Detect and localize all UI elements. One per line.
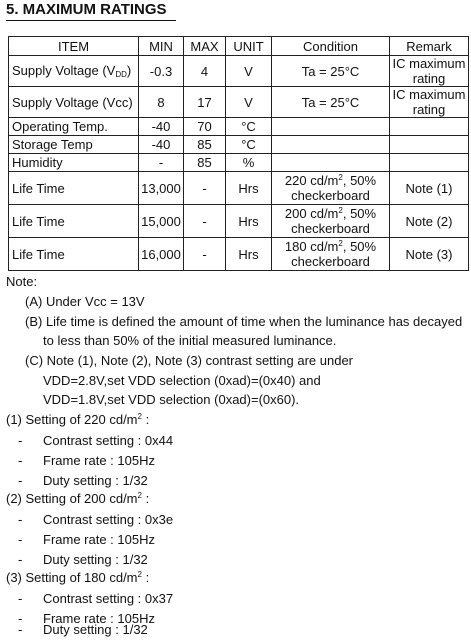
setting-heading-2: (2) Setting of 200 $cd/m^2$ :: [6, 491, 150, 506]
list-dash: -: [18, 552, 23, 567]
max-cell: -: [184, 238, 226, 271]
header-unit: UNIT: [226, 37, 272, 56]
condition-cell: [272, 154, 390, 172]
unit-cell: V: [226, 56, 272, 87]
max-cell: 70: [184, 118, 226, 136]
setting-heading-1: (1) Setting of 220 $cd/m^2$ :: [6, 412, 150, 427]
note-b-line1: (B) Life time is defined the amount of time when the luminance has decayed: [25, 314, 463, 329]
condition-cell: Ta = 25°C: [272, 56, 390, 87]
table-row: [9, 205, 469, 238]
min-cell: 13,000: [139, 172, 184, 205]
min-cell: 15,000: [139, 205, 184, 238]
remark-cell: [390, 154, 469, 172]
table-row: [9, 56, 469, 87]
max-cell: 85: [184, 154, 226, 172]
list-dash: -: [18, 433, 23, 448]
note-c-line2: VDD=2.8V,set VDD selection (0xad)=(0x40) and: [43, 373, 321, 388]
max-cell: 17: [184, 87, 226, 118]
note-heading: Note:: [6, 274, 38, 289]
maximum-ratings-table: [8, 36, 469, 271]
min-cell: -40: [139, 136, 184, 154]
item-cell: Supply Voltage $(V_{DD})$: [9, 56, 139, 87]
table-row: [9, 172, 469, 205]
unit-cell: V: [226, 87, 272, 118]
table-header-row: [9, 37, 469, 56]
setting-item: Contrast setting : 0x37: [43, 591, 174, 606]
setting-item: Frame rate : 105Hz: [43, 611, 155, 626]
condition-cell: Ta = 25°C: [272, 87, 390, 118]
condition-cell: [272, 118, 390, 136]
note-c-line3: VDD=1.8V,set VDD selection (0xad)=(0x60).: [43, 392, 300, 407]
unit-cell: Hrs: [226, 205, 272, 238]
setting-item: Duty setting : 1/32: [43, 552, 148, 567]
note-a: (A) Under Vcc = 13V: [25, 294, 145, 309]
unit-cell: Hrs: [226, 238, 272, 271]
setting-heading-3: (3) Setting of 180 $cd/m^2$ :: [6, 570, 150, 585]
header-min: MIN: [139, 37, 184, 56]
setting-item: Frame rate : 105Hz: [43, 453, 155, 468]
unit-cell: Hrs: [226, 172, 272, 205]
item-cell: Humidity: [9, 154, 139, 172]
unit-cell: °C: [226, 118, 272, 136]
table-row: [9, 118, 469, 136]
unit-cell: %: [226, 154, 272, 172]
header-max: MAX: [184, 37, 226, 56]
remark-cell: IC maximum rating: [390, 56, 469, 87]
setting-item: Contrast setting : 0x44: [43, 433, 174, 448]
table-row: [9, 154, 469, 172]
setting-item: Duty setting : 1/32: [43, 473, 148, 488]
unit-cell: °C: [226, 136, 272, 154]
remark-cell: Note (3): [390, 238, 469, 271]
note-c-line1: (C) Note (1), Note (2), Note (3) contrast setting are under: [25, 353, 354, 368]
header-item: ITEM: [9, 37, 139, 56]
table-row: [9, 238, 469, 271]
item-cell: Storage Temp: [9, 136, 139, 154]
item-cell: Supply Voltage (Vcc): [9, 87, 139, 118]
min-cell: 16,000: [139, 238, 184, 271]
condition-cell: 180 $cd/m^2$, 50% checkerboard: [272, 238, 390, 271]
note-b-line2: to less than 50% of the initial measured luminance.: [43, 333, 337, 348]
remark-cell: [390, 118, 469, 136]
header-condition: Condition: [272, 37, 390, 56]
item-cell: Operating Temp.: [9, 118, 139, 136]
condition-cell: 200 $cd/m^2$, 50% checkerboard: [272, 205, 390, 238]
header-remark: Remark: [390, 37, 469, 56]
list-dash: -: [18, 532, 23, 547]
min-cell: -40: [139, 118, 184, 136]
setting-item: Contrast setting : 0x3e: [43, 512, 174, 527]
condition-cell: 220 $cd/m^2$, 50% checkerboard: [272, 172, 390, 205]
section-title: 5. MAXIMUM RATINGS: [6, 0, 176, 21]
list-dash: -: [18, 473, 23, 488]
list-dash: -: [18, 591, 23, 606]
min-cell: 8: [139, 87, 184, 118]
remark-cell: Note (1): [390, 172, 469, 205]
setting-item: Frame rate : 105Hz: [43, 532, 155, 547]
remark-cell: IC maximum rating: [390, 87, 469, 118]
table-row: [9, 136, 469, 154]
max-cell: 4: [184, 56, 226, 87]
remark-cell: [390, 136, 469, 154]
list-dash: -: [18, 512, 23, 527]
remark-cell: Note (2): [390, 205, 469, 238]
item-cell: Life Time: [9, 238, 139, 271]
setting-item: Duty setting : 1/32: [43, 622, 148, 637]
condition-cell: [272, 136, 390, 154]
min-cell: -0.3: [139, 56, 184, 87]
list-dash: -: [18, 453, 23, 468]
table-row: [9, 87, 469, 118]
item-cell: Life Time: [9, 205, 139, 238]
min-cell: -: [139, 154, 184, 172]
max-cell: -: [184, 172, 226, 205]
item-cell: Life Time: [9, 172, 139, 205]
max-cell: -: [184, 205, 226, 238]
list-dash: -: [18, 611, 23, 626]
max-cell: 85: [184, 136, 226, 154]
list-dash: -: [18, 622, 23, 637]
